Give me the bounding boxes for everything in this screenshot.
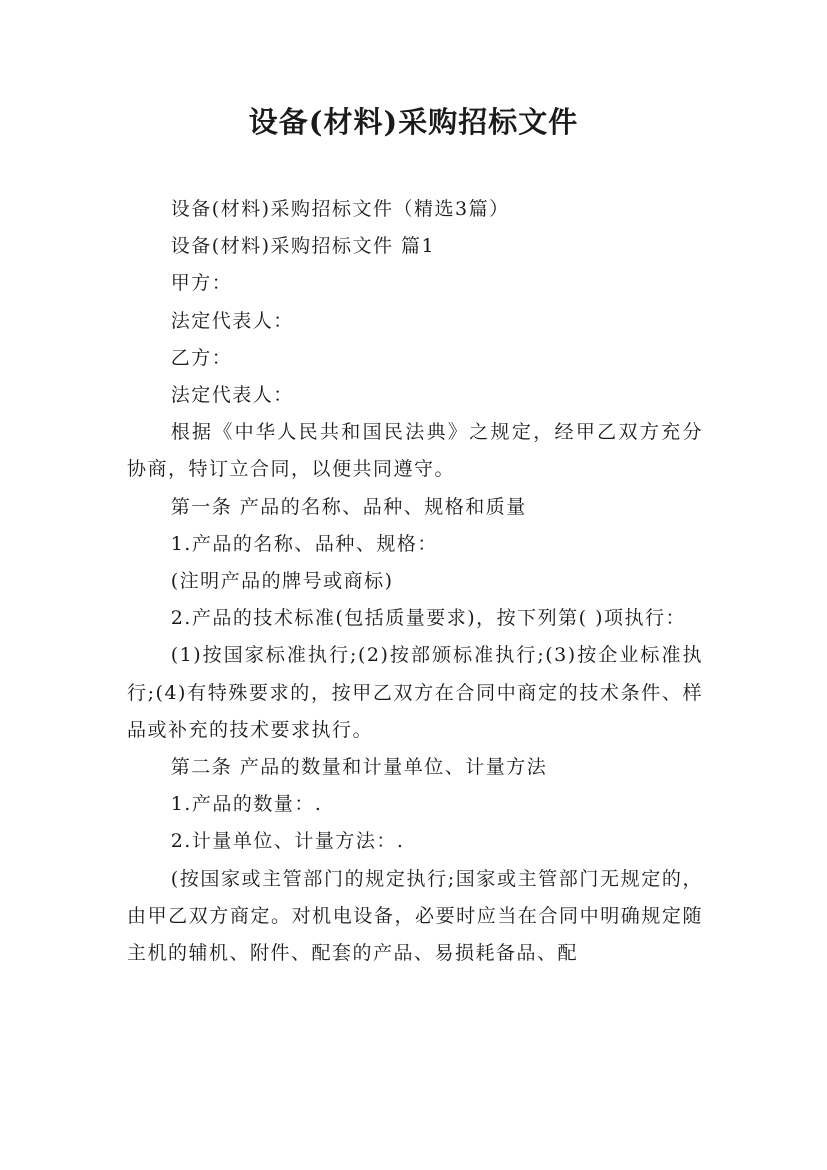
paragraph-article-1-item-2: 2.产品的技术标准(包括质量要求)，按下列第( )项执行： [170, 607, 687, 630]
paragraph-section-heading: 设备(材料)采购招标文件 篇1 [170, 235, 436, 258]
paragraph-preamble: 根据《中华人民共和国民法典》之规定，经甲乙双方充分协商，特订立合同，以便共同遵守。 [127, 421, 703, 481]
paragraph-party-a-representative: 法定代表人： [170, 309, 294, 332]
document-title: 设备(材料)采购招标文件 [248, 105, 579, 139]
paragraph-article-2-item-1: 1.产品的数量：. [170, 793, 323, 816]
paragraph-article-1: 第一条 产品的名称、品种、规格和质量 [170, 495, 527, 518]
paragraph-party-b-representative: 法定代表人： [170, 384, 294, 407]
paragraph-article-1-note: (注明产品的牌号或商标) [170, 570, 394, 593]
paragraph-party-a: 甲方： [170, 272, 233, 295]
paragraph-subtitle: 设备(材料)采购招标文件（精选3篇） [170, 198, 510, 220]
paragraph-article-1-standards: (1)按国家标准执行;(2)按部颁标准执行;(3)按企业标准执行;(4)有特殊要求的，按甲乙双方在合同中商定的技术条件、样品或补充的技术要求执行。 [127, 644, 703, 741]
paragraph-article-2-note: (按国家或主管部门的规定执行;国家或主管部门无规定的，由甲乙双方商定。对机电设备，必要时应当在合同中明确规定随主机的辅机、附件、配套的产品、易损耗备品、配 [127, 867, 703, 965]
paragraph-party-b: 乙方： [170, 346, 233, 369]
paragraph-article-2: 第二条 产品的数量和计量单位、计量方法 [170, 756, 548, 779]
paragraph-article-1-item-1: 1.产品的名称、品种、规格： [170, 532, 438, 555]
document-body [127, 191, 703, 972]
paragraph-article-2-item-2: 2.计量单位、计量方法：. [170, 830, 405, 853]
